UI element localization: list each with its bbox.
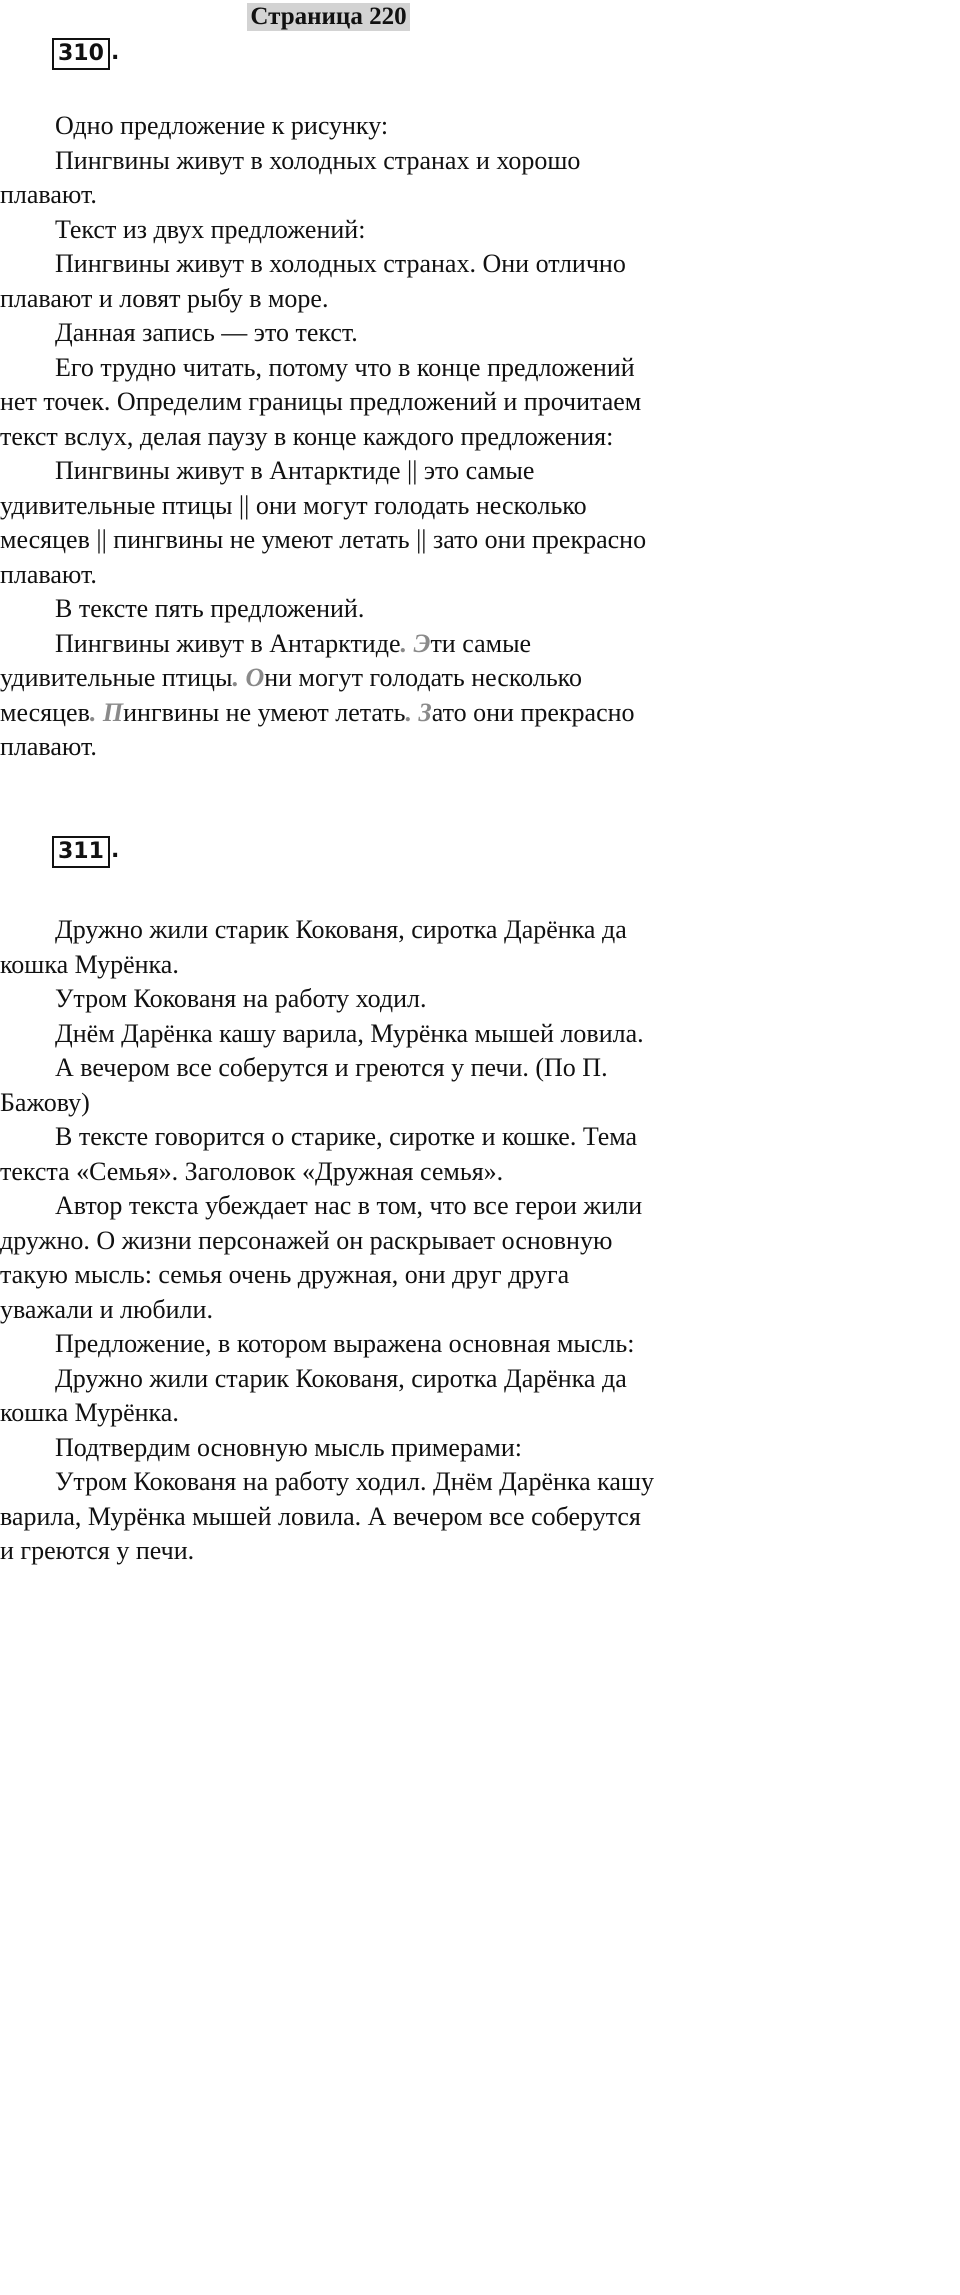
paragraph: Пингвины живут в Антарктиде || это самые удивительные птицы || они могут голодать несколько месяцев || пингвины не умеют летать || зато они прекрасно плавают. <box>0 456 647 589</box>
sentence-fragment: ти самые удивительные птицы <box>0 628 532 692</box>
paragraph: Данная запись — это текст. <box>55 318 358 347</box>
sentence-boundary-mark: . З <box>405 697 432 727</box>
paragraph: Пингвины живут в холодных странах и хорошо плавают. <box>0 145 581 209</box>
paragraph: Текст из двух предложений: <box>55 214 366 244</box>
corrected-text-paragraph <box>0 627 660 765</box>
paragraph: Одно предложение к рисунку: <box>55 111 389 140</box>
sentence-fragment: Пингвины живут в Антарктиде <box>55 628 401 658</box>
paragraph: В тексте говорится о старике, сиротке и кошке. Тема текста «Семья». Заголовок «Дружная семья». <box>0 1122 638 1186</box>
sentence-boundary-mark: . П <box>89 697 124 727</box>
sentence-fragment: ингвины не умеют летать <box>123 697 406 727</box>
exercise-number-311: 311 . <box>52 838 116 868</box>
exercise-310-text <box>0 109 660 765</box>
sentence-fragment: ни могут голодать несколько месяцев <box>0 663 582 727</box>
exercise-number-box: 311 <box>52 836 110 868</box>
sentence-boundary-mark: . Э <box>400 628 431 658</box>
paragraph: В тексте пять предложений. <box>55 594 365 623</box>
sentence-boundary-mark: . О <box>232 663 265 692</box>
page-title: Страница 220 <box>247 3 410 31</box>
paragraph: Дружно жили старик Кокованя, сиротка Дарёнка да кошка Мурёнка. <box>0 1363 627 1427</box>
paragraph: Пингвины живут в холодных странах. Они отлично плавают и ловят рыбу в море. <box>0 249 626 313</box>
exercise-311-text <box>0 913 660 1569</box>
paragraph: Его трудно читать, потому что в конце предложений нет точек. Определим границы предложений и прочитаем текст вслух, делая паузу в конце каждого предложения: <box>0 352 642 451</box>
paragraph: Дружно жили старик Кокованя, сиротка Дарёнка да кошка Мурёнка. <box>0 915 627 979</box>
paragraph: Подтвердим основную мысль примерами: <box>55 1432 522 1462</box>
paragraph: А вечером все соберутся и греются у печи. (По П. Бажову) <box>0 1053 608 1117</box>
paragraph: Днём Дарёнка кашу варила, Мурёнка мышей ловила. <box>55 1018 644 1048</box>
paragraph: Предложение, в котором выражена основная мысль: <box>55 1329 635 1358</box>
exercise-number-310: 310 . <box>52 40 116 70</box>
paragraph: Утром Кокованя на работу ходил. Днём Дарёнка кашу варила, Мурёнка мышей ловила. А вечером все соберутся и греются у печи. <box>0 1467 654 1565</box>
sentence-fragment: ато они прекрасно плавают. <box>0 697 635 761</box>
paragraph: Автор текста убеждает нас в том, что все герои жили дружно. О жизни персонажей он раскрывает основную такую мысль: семья очень дружная, они друг друга уважали и любили. <box>0 1191 643 1324</box>
paragraph: Утром Кокованя на работу ходил. <box>55 984 427 1013</box>
exercise-number-box: 310 <box>52 38 110 70</box>
